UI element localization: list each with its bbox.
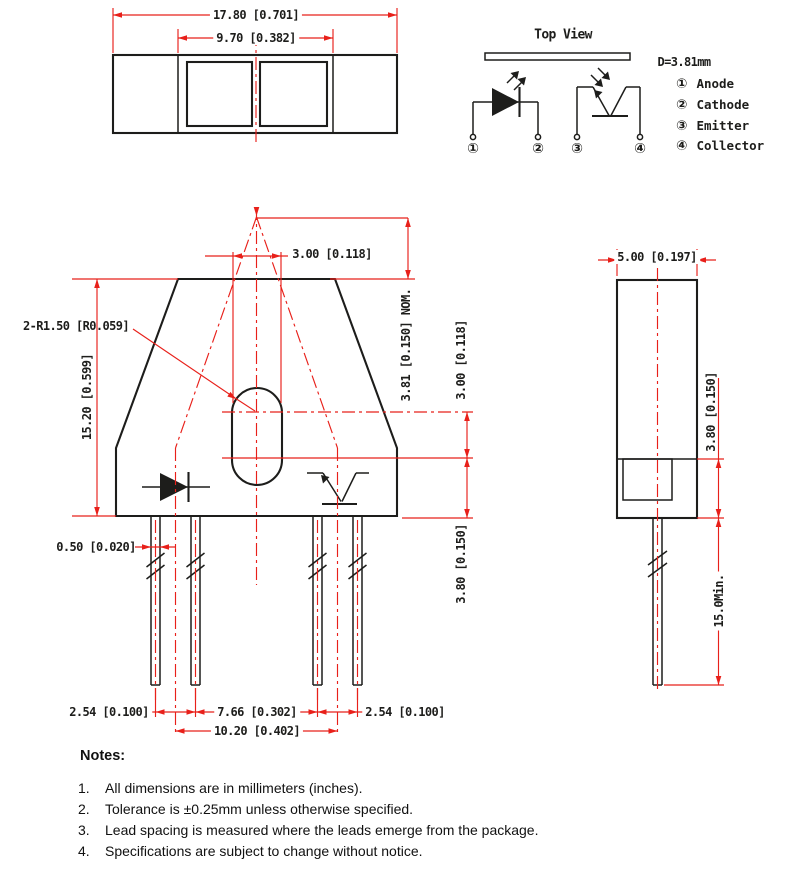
dim-lower-body-label: 3.80 [0.150] [454, 524, 468, 604]
pin-3-marker: ③ [571, 141, 583, 157]
dim-center-offset-label: 3.00 [0.118] [454, 320, 468, 400]
dim-lead-pitch-right-label: 2.54 [0.100] [362, 705, 448, 719]
note-3-number: 3. [78, 822, 90, 838]
dim-overall-width-label: 17.80 [0.701] [210, 8, 302, 22]
pin-4-num: ④ [676, 138, 688, 154]
side-view-drawing [598, 249, 724, 692]
legend-emitter [676, 118, 749, 134]
dim-window-width-label: 9.70 [0.382] [213, 31, 299, 45]
pin-4-marker: ④ [634, 141, 646, 157]
dim-lead-pitch-left-label: 2.54 [0.100] [66, 705, 152, 719]
note-2-number: 2. [78, 801, 90, 817]
led-symbol [492, 87, 520, 117]
dim-lead-thickness-label: 0.50 [0.020] [56, 540, 136, 554]
note-item-3 [78, 822, 538, 838]
legend-anode [676, 76, 734, 92]
pin-1-label: Anode [696, 76, 735, 91]
dim-side-width-label: 5.00 [0.197] [614, 250, 700, 264]
dim-pair-spacing-label: 10.20 [0.402] [211, 724, 303, 738]
note-4-number: 4. [78, 843, 90, 859]
note-item-1 [78, 780, 363, 796]
package-top-view-drawing [113, 8, 397, 146]
pin-1-marker: ① [467, 141, 479, 157]
sensing-distance-label: D=3.81mm [657, 55, 711, 69]
pin-4-label: Collector [696, 138, 765, 153]
pin-3-num: ③ [676, 118, 688, 134]
pin-1-num: ① [676, 76, 688, 92]
dim-lead-length-label: 15.0Min. [712, 572, 726, 631]
notes-heading: Notes: [80, 748, 126, 764]
note-3-text: Lead spacing is measured where the leads emerge from the package. [105, 822, 539, 838]
dim-sensing-nominal-label: 3.81 [0.150] NOM. [399, 288, 413, 402]
pin-2-marker: ② [532, 141, 544, 157]
pin-2-num: ② [676, 97, 688, 113]
dim-base-height-label: 3.80 [0.150] [704, 372, 718, 452]
dim-aperture-width-label: 3.00 [0.118] [292, 247, 372, 261]
note-2-text: Tolerance is ±0.25mm unless otherwise specified. [105, 801, 414, 817]
note-1-number: 1. [78, 780, 90, 796]
legend-cathode [676, 97, 749, 113]
phototransistor-symbol [574, 87, 642, 140]
front-view-drawing [72, 207, 473, 735]
pin-2-label: Cathode [696, 97, 750, 112]
dim-body-height-label: 15.20 [0.599] [80, 353, 94, 441]
legend-collector [676, 138, 764, 154]
schematic-title: Top View [534, 27, 592, 43]
led-emission-arrows-icon [507, 71, 526, 90]
pin-3-label: Emitter [696, 118, 750, 133]
note-1-text: All dimensions are in millimeters (inches). [105, 780, 363, 796]
note-4-text: Specifications are subject to change without notice. [105, 843, 423, 859]
schematic-drawing [470, 53, 642, 140]
note-item-4 [78, 843, 423, 859]
dim-corner-radius-label: 2-R1.50 [R0.059] [23, 319, 129, 333]
received-light-arrows-icon [591, 68, 610, 87]
dim-lead-span-inner-label: 7.66 [0.302] [214, 705, 300, 719]
note-item-2 [78, 801, 413, 817]
